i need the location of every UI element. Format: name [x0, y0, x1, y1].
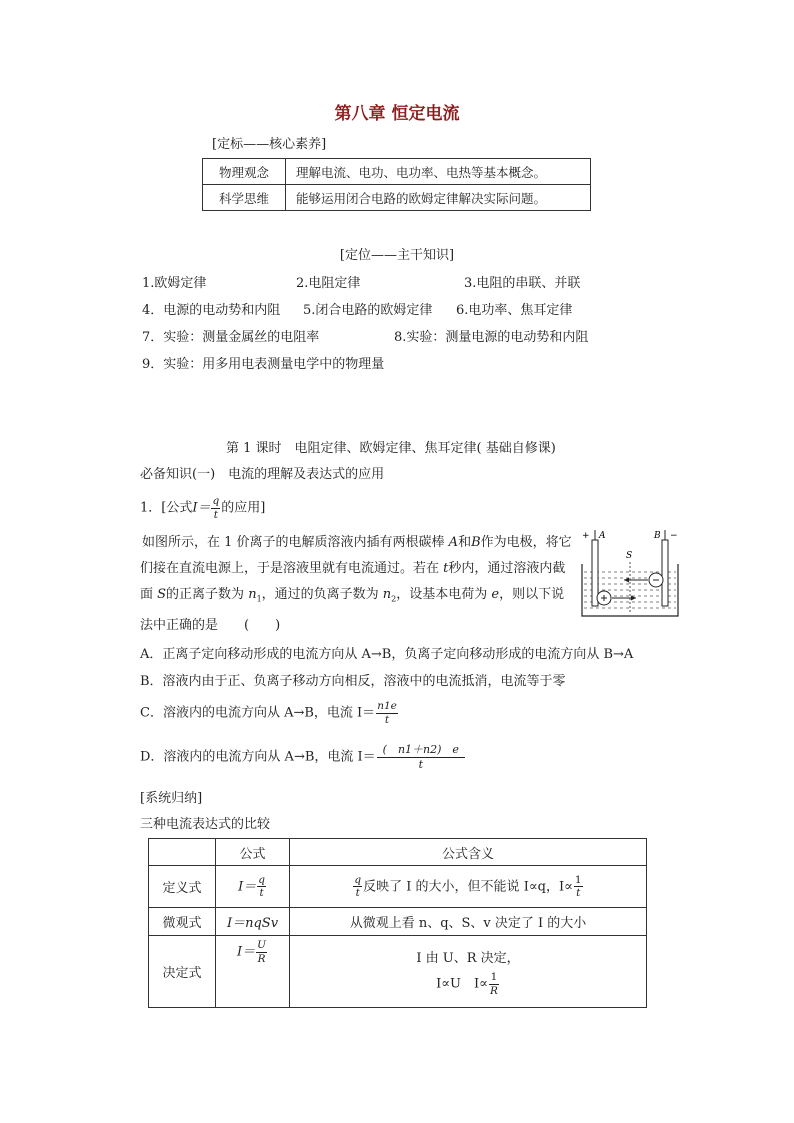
knowledge-item: 9．实验：用多用电表测量电学中的物理量 — [142, 357, 385, 372]
question-label — [140, 496, 265, 520]
fraction — [376, 701, 398, 725]
subscript: 1 — [256, 594, 262, 604]
row-meaning — [290, 866, 647, 908]
core-key: 科学思维 — [203, 185, 286, 211]
denominator: R — [489, 984, 498, 997]
numerator: q — [258, 873, 265, 886]
section-title: 必备知识(一) 电流的理解及表达式的应用 — [140, 467, 385, 482]
option-d — [140, 744, 466, 770]
numerator: q — [354, 873, 362, 886]
var-n2: n — [382, 587, 392, 602]
header-empty — [149, 839, 216, 866]
row-meaning: 从微观上看 n、q、S、v 决定了 I 的大小 — [290, 908, 647, 936]
text-segment: ，设基本电荷为 — [396, 587, 492, 602]
numerator: U — [257, 939, 266, 951]
core-key: 物理观念 — [203, 159, 286, 185]
plus-terminal: + — [582, 531, 590, 541]
knowledge-item: 8.实验：测量电源的电动势和内阻 — [394, 330, 589, 345]
knowledge-item: 1.欧姆定律 — [142, 276, 207, 291]
meaning-text: 反映了 I 的大小，但不能说 I∝q，I∝ — [363, 879, 573, 894]
var-s: S — [157, 587, 167, 602]
fraction — [574, 875, 583, 899]
table-row — [149, 908, 647, 936]
core-value: 理解电流、电功、电功率、电热等基本概念。 — [286, 159, 591, 185]
label-b: B — [654, 531, 661, 541]
row-formula — [216, 866, 290, 908]
summary-subheading: 三种电流表达式的比较 — [140, 817, 271, 832]
chapter-title: 第八章 恒定电流 — [334, 104, 460, 124]
row-formula: I＝nqSv — [216, 908, 290, 936]
electrode-b — [662, 540, 668, 606]
formula-lhs: I＝ — [238, 879, 257, 894]
knowledge-item: 7．实验：测量金属丝的电阻率 — [142, 330, 320, 345]
option-a: A．正离子定向移动形成的电流方向从 A→B，负离子定向移动形成的电流方向从 B→A — [140, 647, 634, 662]
fraction — [211, 496, 220, 520]
var-a: A — [448, 535, 459, 550]
label-s: S — [626, 551, 633, 561]
option-c — [140, 701, 399, 725]
option-d-text: D．溶液内的电流方向从 A→B，电流 I＝ — [140, 749, 376, 765]
option-c-text: C．溶液内的电流方向从 A→B，电流 I＝ — [140, 705, 376, 721]
header-formula: 公式 — [216, 839, 290, 866]
minus-terminal: − — [670, 531, 678, 541]
knowledge-item: 6.电功率、焦耳定律 — [456, 303, 573, 318]
var-e: e — [491, 587, 500, 602]
fraction — [377, 744, 465, 770]
core-row — [203, 159, 591, 185]
label-a: A — [599, 531, 606, 541]
question-text — [140, 530, 572, 639]
text-segment: 和 — [458, 535, 472, 550]
text-segment: 的正离子数为 — [166, 587, 249, 602]
text-segment: 作为电极，将它们接在直流电源上，于是溶液里就有电流通过。若在 — [140, 535, 572, 576]
meaning-line-1: I 由 U、R 决定， — [416, 951, 520, 966]
denominator: t — [384, 713, 390, 726]
numerator: q — [212, 495, 220, 507]
electrolysis-figure — [578, 528, 688, 620]
core-value: 能够运用闭合电路的欧姆定律解决实际问题。 — [286, 185, 591, 211]
denominator: t — [576, 887, 581, 899]
core-heading: [定标——核心素养] — [212, 137, 327, 152]
label-pre: 1．[公式 — [140, 500, 193, 516]
numerator: 1 — [574, 873, 582, 886]
formula-lhs: I＝ — [192, 500, 211, 516]
comparison-table — [148, 838, 647, 1008]
denominator: t — [213, 508, 218, 521]
text-segment: 如图所示，在 1 价离子的电解质溶液内插有两根碳棒 — [142, 535, 449, 550]
fraction — [353, 875, 362, 899]
fraction — [257, 875, 266, 899]
denominator: t — [418, 758, 424, 771]
text-segment: 秒内，通过溶液内截面 — [140, 561, 566, 602]
meaning-line-2 — [290, 972, 646, 996]
numerator: 1 — [490, 971, 498, 983]
numerator: ( n1＋n2) e — [377, 744, 465, 758]
option-b: B．溶液内由于正、负离子移动方向相反，溶液中的电流抵消，电流等于零 — [140, 674, 566, 689]
denominator: R — [257, 952, 266, 965]
table-row — [149, 866, 647, 908]
denominator: t — [259, 887, 264, 899]
fraction — [489, 972, 499, 996]
text-segment: ，则以下说法中正确的是 ( ) — [140, 587, 565, 633]
header-meaning: 公式含义 — [290, 839, 647, 866]
numerator: n1e — [377, 700, 397, 712]
knowledge-item: 3.电阻的串联、并联 — [464, 276, 581, 291]
var-n1: n — [248, 587, 257, 602]
row-meaning — [290, 936, 647, 1008]
knowledge-item: 5.闭合电路的欧姆定律 — [303, 303, 433, 318]
formula-lhs: I＝ — [237, 944, 256, 960]
var-b: B — [471, 535, 481, 550]
row-name: 定义式 — [149, 866, 216, 908]
table-row — [149, 936, 647, 1008]
row-name: 决定式 — [149, 936, 216, 1008]
row-formula — [216, 936, 290, 1008]
subscript: 2 — [391, 594, 397, 604]
knowledge-item: 2.电阻定律 — [296, 276, 361, 291]
label-post: 的应用] — [221, 500, 266, 516]
denominator: t — [355, 887, 360, 899]
lesson-title: 第 1 课时 电阻定律、欧姆定律、焦耳定律( 基础自修课) — [226, 441, 556, 456]
meaning-text: I∝U I∝ — [436, 976, 488, 992]
summary-heading: [系统归纳] — [140, 791, 203, 806]
core-row — [203, 185, 591, 211]
table-header-row — [149, 839, 647, 866]
position-heading: [定位——主干知识] — [339, 248, 455, 263]
fraction — [256, 940, 267, 964]
row-name: 微观式 — [149, 908, 216, 936]
core-table — [202, 158, 591, 211]
text-segment: ，通过的负离子数为 — [261, 587, 383, 602]
knowledge-item: 4．电源的电动势和内阻 — [142, 303, 281, 318]
var-t: t — [443, 561, 449, 576]
